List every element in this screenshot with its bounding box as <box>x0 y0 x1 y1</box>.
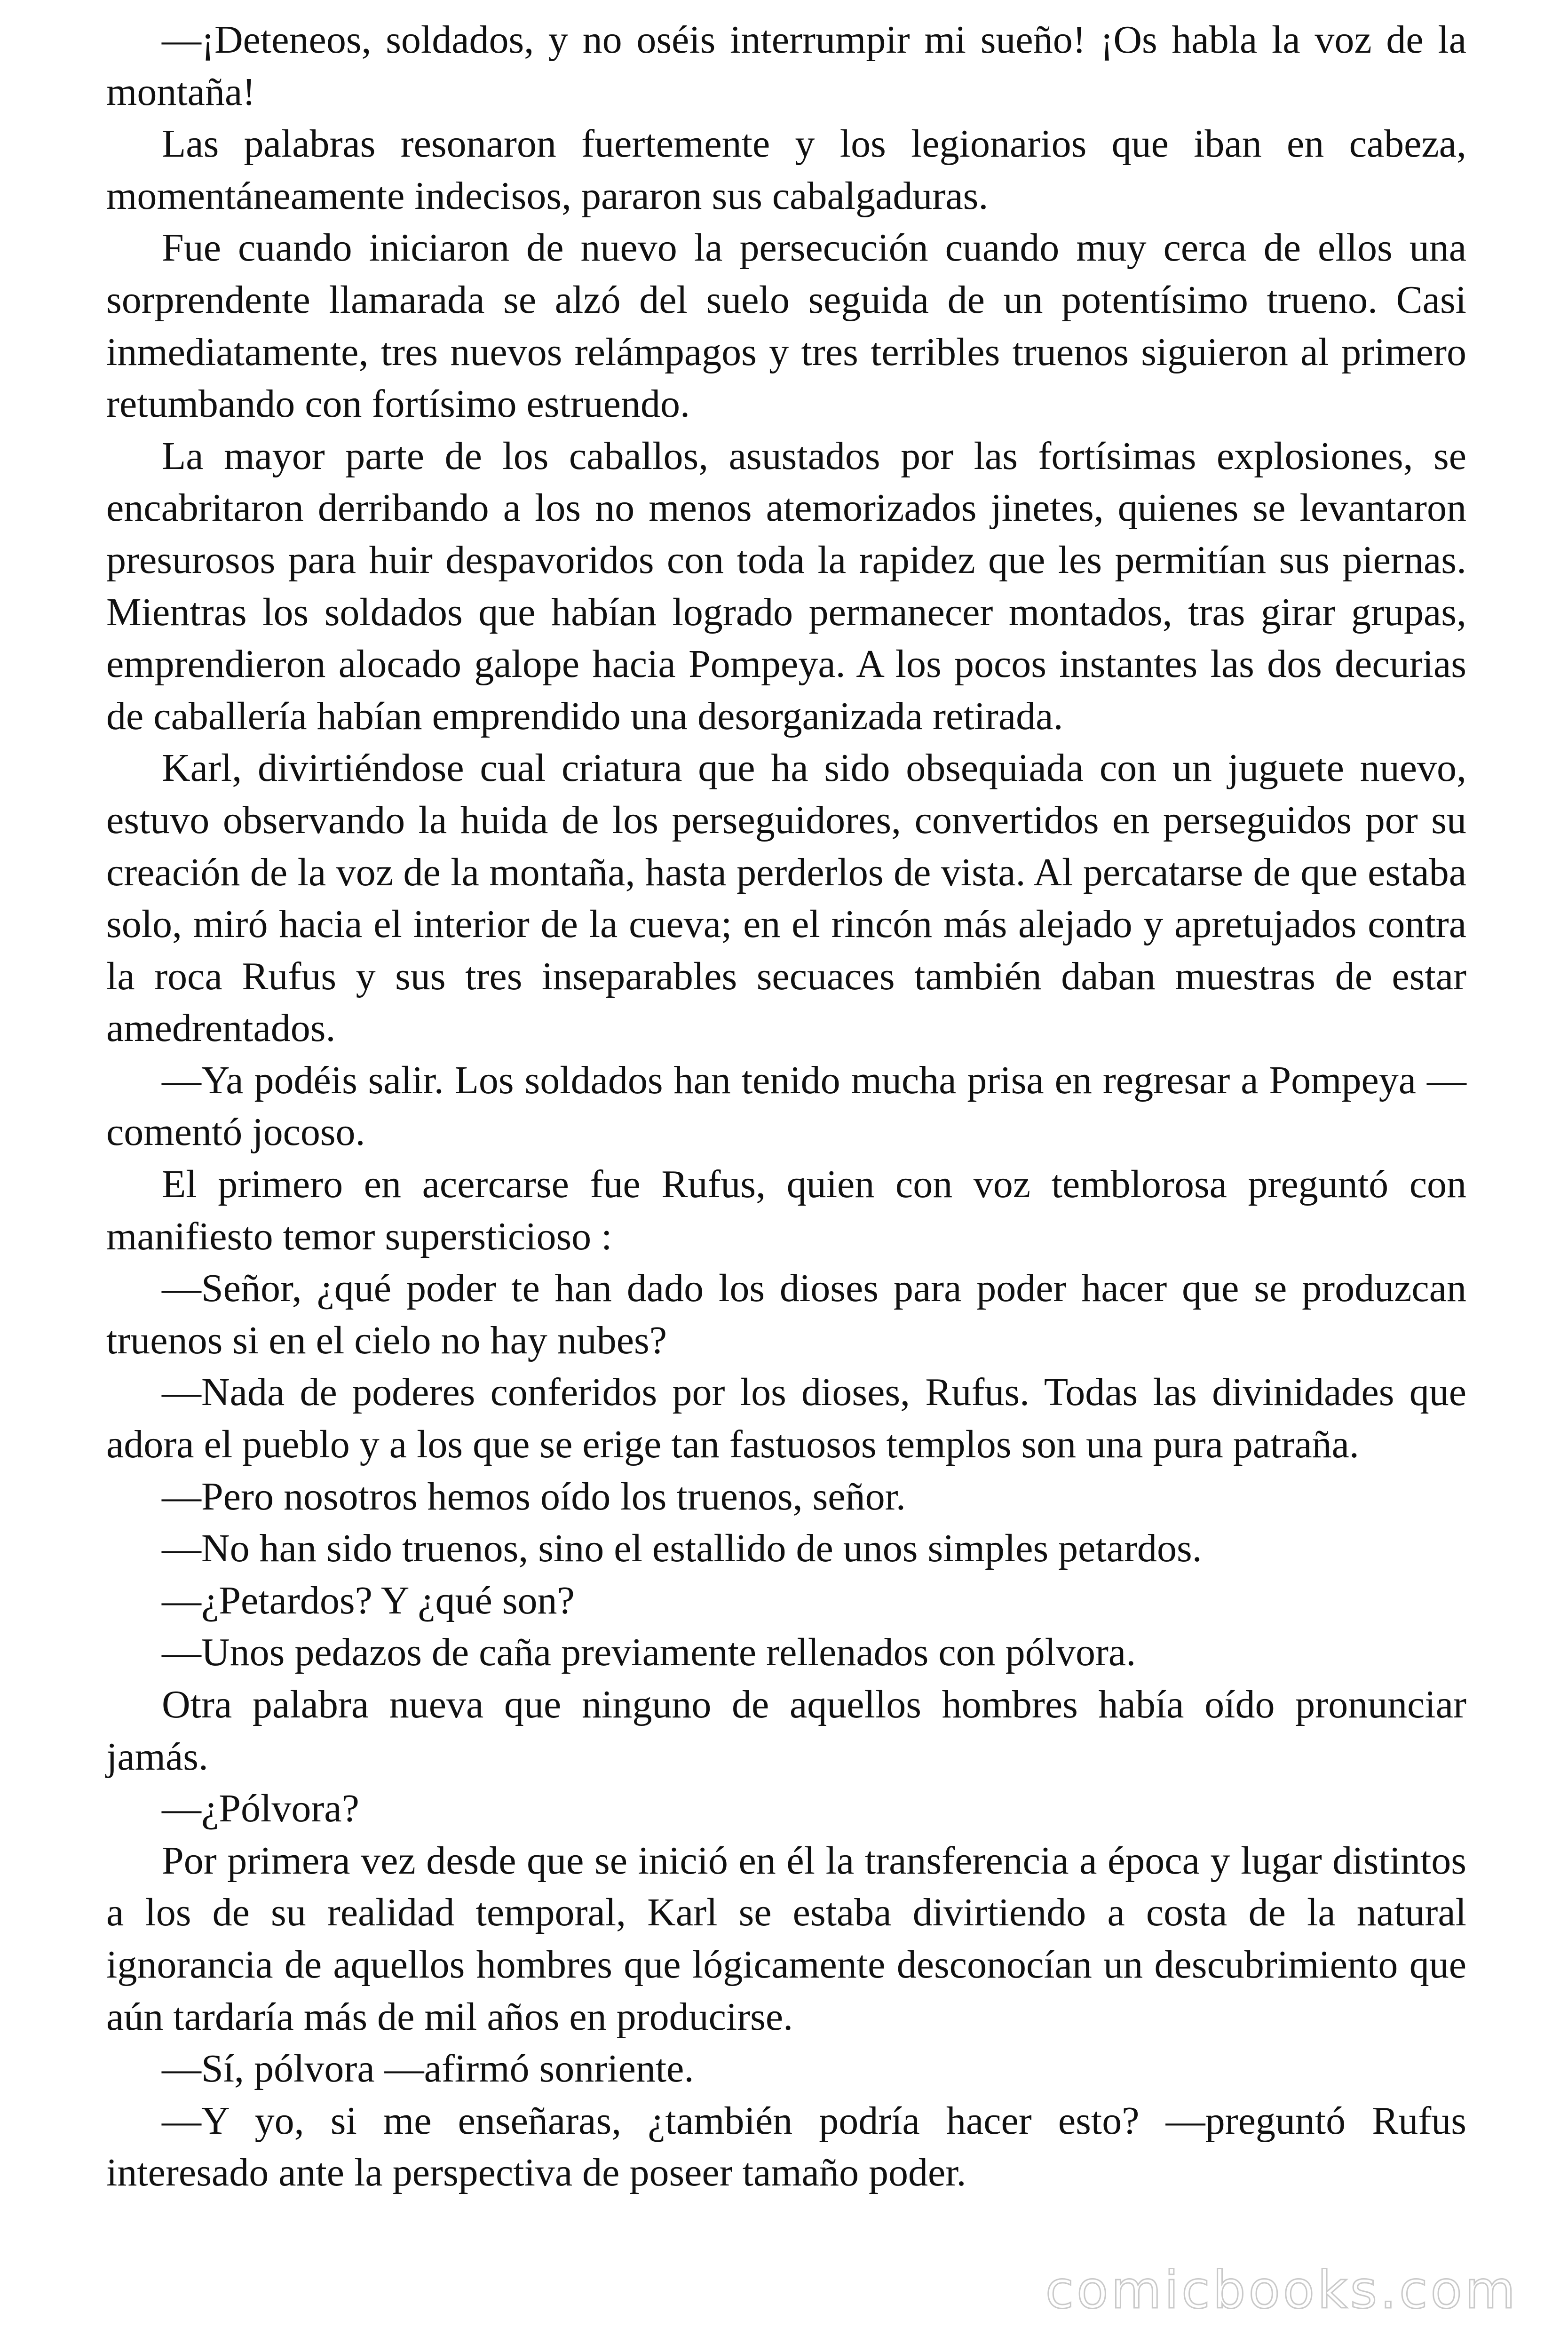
page-body <box>106 14 1466 2199</box>
paragraph: —Ya podéis salir. Los soldados han tenido mucha prisa en regresar a Pompeya —comentó jocoso. <box>106 1058 1466 1154</box>
paragraph: —¿Petardos? Y ¿qué son? <box>162 1578 575 1622</box>
paragraph: —Sí, pólvora —afirmó sonriente. <box>162 2047 694 2091</box>
paragraph: —¿Pólvora? <box>162 1787 359 1831</box>
watermark-logo: comicbooks.com <box>1045 2260 1518 2320</box>
paragraph: —Pero nosotros hemos oído los truenos, señor. <box>162 1474 906 1518</box>
paragraph: —¡Deteneos, soldados, y no oséis interrumpir mi sueño! ¡Os habla la voz de la montaña! <box>106 18 1466 114</box>
paragraph: —Señor, ¿qué poder te han dado los dioses para poder hacer que se produzcan truenos si en el cielo no hay nubes? <box>106 1266 1466 1362</box>
paragraph: —Unos pedazos de caña previamente rellenados con pólvora. <box>162 1630 1136 1675</box>
paragraph: Las palabras resonaron fuertemente y los legionarios que iban en cabeza, momentáneamente indecisos, pararon sus cabalgaduras. <box>106 122 1466 218</box>
paragraph: El primero en acercarse fue Rufus, quien con voz temblorosa preguntó con manifiesto temor supersticioso : <box>106 1162 1466 1258</box>
paragraph: Otra palabra nueva que ninguno de aquellos hombres había oído pronunciar jamás. <box>106 1683 1466 1779</box>
paragraph: Karl, divirtiéndose cual criatura que ha sido obsequiada con un juguete nuevo, estuvo observando la huida de los perseguidores, convertidos en perseguidos por su creación de la voz de la montaña, hasta perderlos de vista. Al percatarse de que estaba solo, miró hacia el interior de la cueva; en el rincón más alejado y apretujados contra la roca Rufus y sus tres inseparables secuaces también daban muestras de estar amedrentados. <box>106 746 1466 1050</box>
paragraph: —No han sido truenos, sino el estallido de unos simples petardos. <box>162 1526 1202 1571</box>
paragraph: —Nada de poderes conferidos por los dioses, Rufus. Todas las divinidades que adora el pueblo y a los que se erige tan fastuosos templos son una pura patraña. <box>106 1370 1466 1467</box>
paragraph: —Y yo, si me enseñaras, ¿también podría hacer esto? —preguntó Rufus interesado ante la perspectiva de poseer tamaño poder. <box>106 2098 1466 2195</box>
paragraph: Por primera vez desde que se inició en él la transferencia a época y lugar distintos a los de su realidad temporal, Karl se estaba divirtiendo a costa de la natural ignorancia de aquellos hombres que lógicamente desconocían un descubrimiento que aún tardaría más de mil años en producirse. <box>106 1838 1466 2039</box>
paragraph: La mayor parte de los caballos, asustados por las fortísimas explosiones, se encabritaron derribando a los no menos atemorizados jinetes, quienes se levantaron presurosos para huir despavoridos con toda la rapidez que les permitían sus piernas. Mientras los soldados que habían logrado permanecer montados, tras girar grupas, emprendieron alocado galope hacia Pompeya. A los pocos instantes las dos decurias de caballería habían emprendido una desorganizada retirada. <box>106 434 1466 738</box>
paragraph: Fue cuando iniciaron de nuevo la persecución cuando muy cerca de ellos una sorprendente llamarada se alzó del suelo seguida de un potentísimo trueno. Casi inmediatamente, tres nuevos relámpagos y tres terribles truenos siguieron al primero retumbando con fortísimo estruendo. <box>106 226 1466 426</box>
